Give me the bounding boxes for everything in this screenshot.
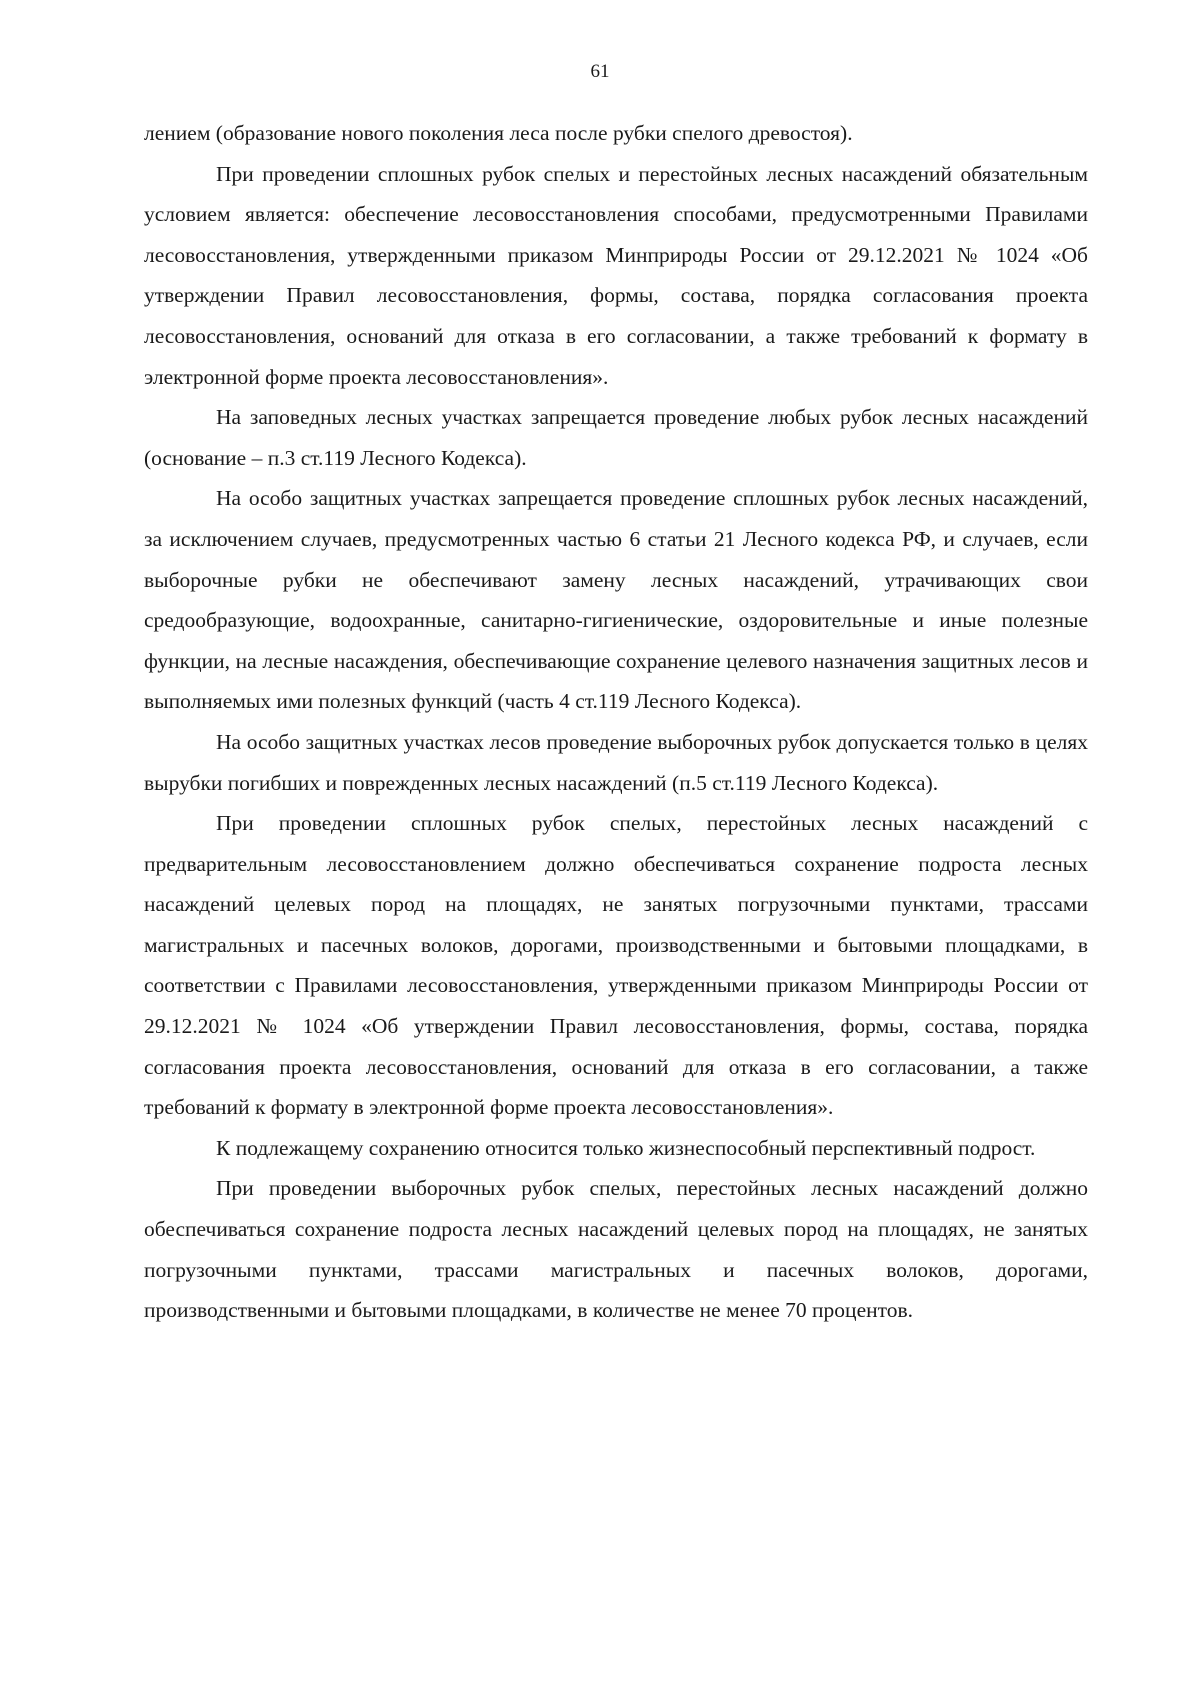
page-number: 61 [590,61,610,82]
paragraph-protective-areas-clearcut: На особо защитных участках запрещается проведение сплошных рубок лесных насаждений, за исключением случаев, предусмотренных частью 6 статьи 21 Лесного кодекса РФ, и случаев, если выборочные рубки не обеспечивают замену лесных насаждений, утрачивающих свои средообразующие, водоохранные, санитарно-гигиенические, оздоровительные и иные полезные функции, на лесные насаждения, обеспечивающие сохранение целевого назначения защитных лесов и выполняемых ими полезных функций (часть 4 ст.119 Лесного Кодекса). [144,486,1088,714]
paragraph-selective-cutting-preservation: При проведении выборочных рубок спелых, перестойных лесных насаждений должно обеспечиваться сохранение подроста лесных насаждений целевых пород на площадях, не занятых погрузочными пунктами, трассами магистральных и пасечных волоков, дорогами, производственными и бытовыми площадками, в количестве не менее 70 процентов. [144,1176,1088,1323]
paragraph-clearcut-conditions: При проведении сплошных рубок спелых и перестойных лесных насаждений обязательным условием является: обеспечение лесовосстановления способами, предусмотренными Правилами лесовосстановления, утвержденными приказом Минприроды России от 29.12.2021 № 1024 «Об утверждении Правил лесовосстановления, формы, состава, порядка согласования проекта лесовосстановления, оснований для отказа в его согласовании, а также требований к формату в электронной форме проекта лесовосстановления». [144,161,1088,389]
paragraph-viable-undergrowth: К подлежащему сохранению относится только жизнеспособный перспективный подрост. [216,1135,1036,1160]
document-body [144,113,1088,1331]
paragraph-undergrowth-preservation: При проведении сплошных рубок спелых, перестойных лесных насаждений с предварительным лесовосстановлением должно обеспечиваться сохранение подроста лесных насаждений целевых пород на площадях, не занятых погрузочными пунктами, трассами магистральных и пасечных волоков, дорогами, производственными и бытовыми площадками, в соответствии с Правилами лесовосстановления, утвержденными приказом Минприроды России от 29.12.2021 № 1024 «Об утверждении Правил лесовосстановления, формы, состава, порядка согласования проекта лесовосстановления, оснований для отказа в его согласовании, а также требований к формату в электронной форме проекта лесовосстановления». [144,811,1088,1120]
paragraph-protective-areas-selective: На особо защитных участках лесов проведение выборочных рубок допускается только в целях вырубки погибших и поврежденных лесных насаждений (п.5 ст.119 Лесного Кодекса). [144,729,1088,795]
paragraph-reserve-areas: На заповедных лесных участках запрещается проведение любых рубок лесных насаждений (основание – п.3 ст.119 Лесного Кодекса). [144,405,1088,470]
paragraph-continuation: лением (образование нового поколения леса после рубки спелого древостоя). [144,121,853,145]
